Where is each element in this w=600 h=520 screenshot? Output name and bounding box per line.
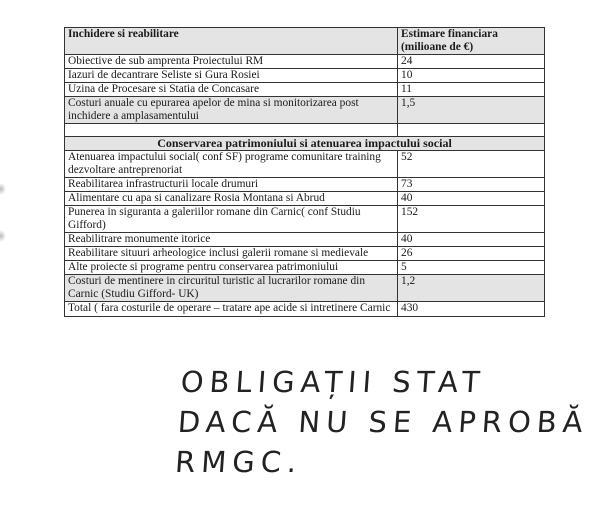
row-value: 5 (398, 261, 545, 275)
table-row (65, 55, 545, 69)
table-row (65, 247, 545, 261)
row-value: 24 (398, 55, 545, 69)
note-line: RMGC. (174, 445, 304, 479)
scan-artifact (0, 230, 6, 242)
row-value: 26 (398, 247, 545, 261)
row-label: Alte proiecte si programe pentru conservarea patrimoniului (65, 261, 398, 275)
table-row (65, 206, 545, 233)
table-row (65, 69, 545, 83)
row-label: Alimentare cu apa si canalizare Rosia Montana si Abrud (65, 192, 398, 206)
row-value: 1,5 (398, 97, 545, 124)
header-category: Inchidere si reabilitare (65, 28, 398, 55)
row-label: Uzina de Procesare si Statia de Concasare (65, 83, 398, 97)
row-label: Punerea in siguranta a galeriilor romane din Carnic( conf Studiu Gifford) (65, 206, 398, 233)
row-label (65, 124, 398, 137)
table-row (65, 192, 545, 206)
table-header-row (65, 28, 545, 55)
row-label: Iazuri de decantrare Seliste si Gura Rosiei (65, 69, 398, 83)
financial-estimate-table (64, 27, 545, 317)
row-label: Reabilitrare monumente itorice (65, 233, 398, 247)
table-row (65, 97, 545, 124)
row-label: Costuri de mentinere in circuritul turistic al lucrarilor romane din Carnic (Studiu Gifford- UK) (65, 275, 398, 302)
table-row (65, 275, 545, 302)
row-value: 11 (398, 83, 545, 97)
row-value: 52 (398, 151, 545, 178)
row-value: 73 (398, 178, 545, 192)
row-value: 430 (398, 302, 545, 317)
section-title: Conservarea patrimoniului si atenuarea impactului social (65, 137, 545, 151)
table-row (65, 151, 545, 178)
row-value: 40 (398, 192, 545, 206)
row-label: Costuri anuale cu epurarea apelor de mina si monitorizarea post inchidere a amplasamentului (65, 97, 398, 124)
total-row (65, 302, 545, 317)
row-value (398, 124, 545, 137)
row-label: Atenuarea impactului social( conf SF) programe comunitare training dezvoltare antreprenoriat (65, 151, 398, 178)
section-row (65, 137, 545, 151)
handwritten-note (174, 362, 593, 482)
row-label: Reabilitarea infrastructurii locale drumuri (65, 178, 398, 192)
row-value: 1,2 (398, 275, 545, 302)
table-row (65, 261, 545, 275)
header-estimate: Estimare financiara (milioane de €) (398, 28, 545, 55)
row-value: 152 (398, 206, 545, 233)
row-value: 10 (398, 69, 545, 83)
note-line: DACĂ NU SE APROBĂ (176, 405, 590, 439)
table-row (65, 178, 545, 192)
table-row (65, 233, 545, 247)
table-row (65, 83, 545, 97)
row-label: Total ( fara costurile de operare – tratare ape acide si intretinere Carnic (65, 302, 398, 317)
scan-artifact (0, 183, 6, 195)
row-label: Reabilitare situuri arheologice inclusi galerii romane si medievale (65, 247, 398, 261)
table-row (65, 124, 545, 137)
row-label: Obiective de sub amprenta Proiectului RM (65, 55, 398, 69)
row-value: 40 (398, 233, 545, 247)
note-line: OBLIGAȚII STAT (179, 365, 487, 399)
